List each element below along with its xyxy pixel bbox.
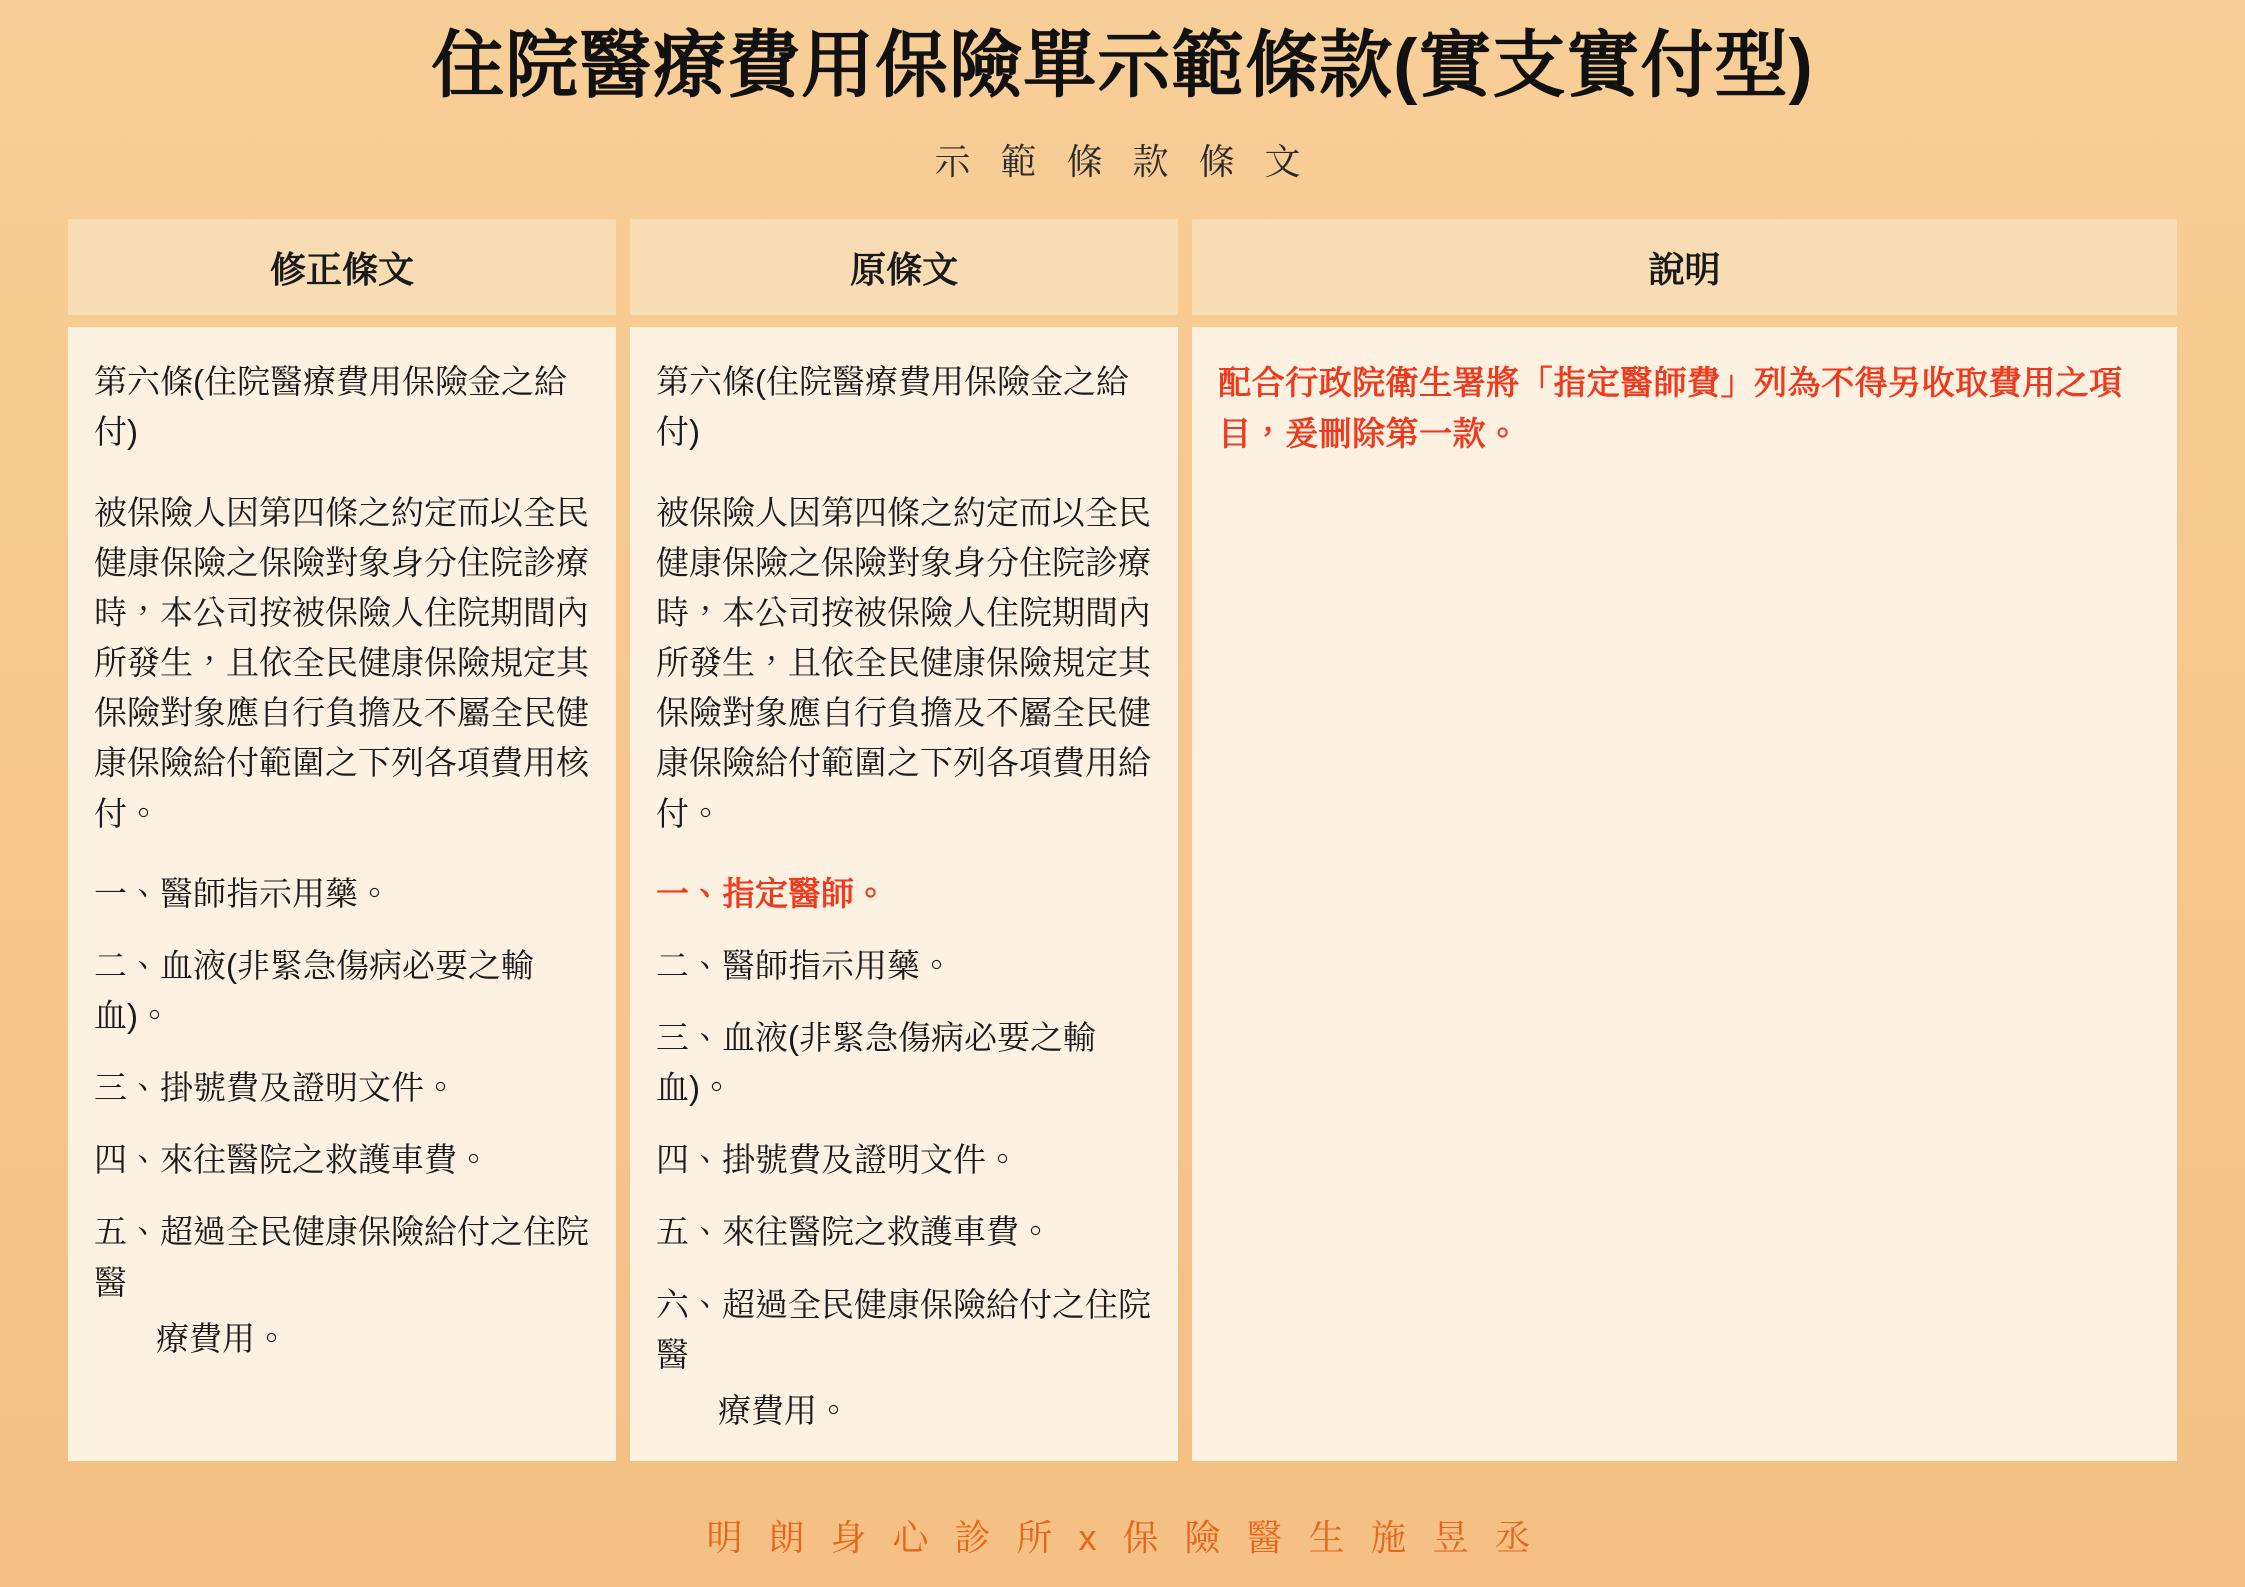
original-item-4: 四、掛號費及證明文件。 xyxy=(656,1141,1020,1179)
column-original xyxy=(630,219,1178,1461)
column-header-explanation: 說明 xyxy=(1192,219,2177,315)
column-body-original xyxy=(630,327,1178,1461)
original-heading: 第六條(住院醫療費用保險金之給付) xyxy=(656,363,1130,451)
original-item-3: 三、血液(非緊急傷病必要之輸血)。 xyxy=(656,1019,1097,1107)
column-amended xyxy=(68,219,616,1461)
amended-item-2: 二、血液(非緊急傷病必要之輸血)。 xyxy=(94,946,534,1035)
amended-item-3: 三、掛號費及證明文件。 xyxy=(94,1069,457,1107)
amended-item-4: 四、來往醫院之救護車費。 xyxy=(94,1141,490,1179)
amended-body: 被保險人因第四條之約定而以全民健康保險之保險對象身分住院診療時，本公司按被保險人住院期間內所發生，且依全民健康保險規定其保險對象應自行負擔及不屬全民健康保險給付範圍之下列各項費用核付。 xyxy=(94,493,589,832)
amended-heading: 第六條(住院醫療費用保險金之給付) xyxy=(94,363,567,451)
original-item-5: 五、來往醫院之救護車費。 xyxy=(656,1213,1053,1251)
page-title: 住院醫療費用保險單示範條款(實支實付型) xyxy=(431,25,1814,106)
footer-credit: 明 朗 身 心 診 所 x 保 險 醫 生 施 昱 丞 xyxy=(706,1517,1539,1558)
amended-item-1: 一、醫師指示用藥。 xyxy=(94,874,391,912)
original-item-2: 二、醫師指示用藥。 xyxy=(656,946,954,984)
original-item-6-cont: 療費用。 xyxy=(718,1391,851,1429)
amended-item-5-cont: 療費用。 xyxy=(156,1319,288,1357)
page-subtitle: 示 範 條 款 條 文 xyxy=(934,141,1311,183)
column-header-amended: 修正條文 xyxy=(68,219,616,315)
original-item-1: 一、指定醫師。 xyxy=(656,874,888,912)
original-body: 被保險人因第四條之約定而以全民健康保險之保險對象身分住院診療時，本公司按被保險人住院期間內所發生，且依全民健康保險規定其保險對象應自行負擔及不屬全民健康保險給付範圍之下列各項費用給付。 xyxy=(656,493,1152,832)
comparison-table xyxy=(68,219,2177,1461)
original-item-6: 六、超過全民健康保險給付之住院醫 xyxy=(656,1285,1152,1373)
column-body-explanation xyxy=(1192,327,2177,1461)
amended-item-5: 五、超過全民健康保險給付之住院醫 xyxy=(94,1213,589,1301)
explanation-text: 配合行政院衛生署將「指定醫師費」列為不得另收取費用之項目，爰刪除第一款。 xyxy=(1218,364,2123,453)
column-header-original: 原條文 xyxy=(630,219,1178,315)
column-explanation xyxy=(1192,219,2177,1461)
column-body-amended xyxy=(68,327,616,1461)
